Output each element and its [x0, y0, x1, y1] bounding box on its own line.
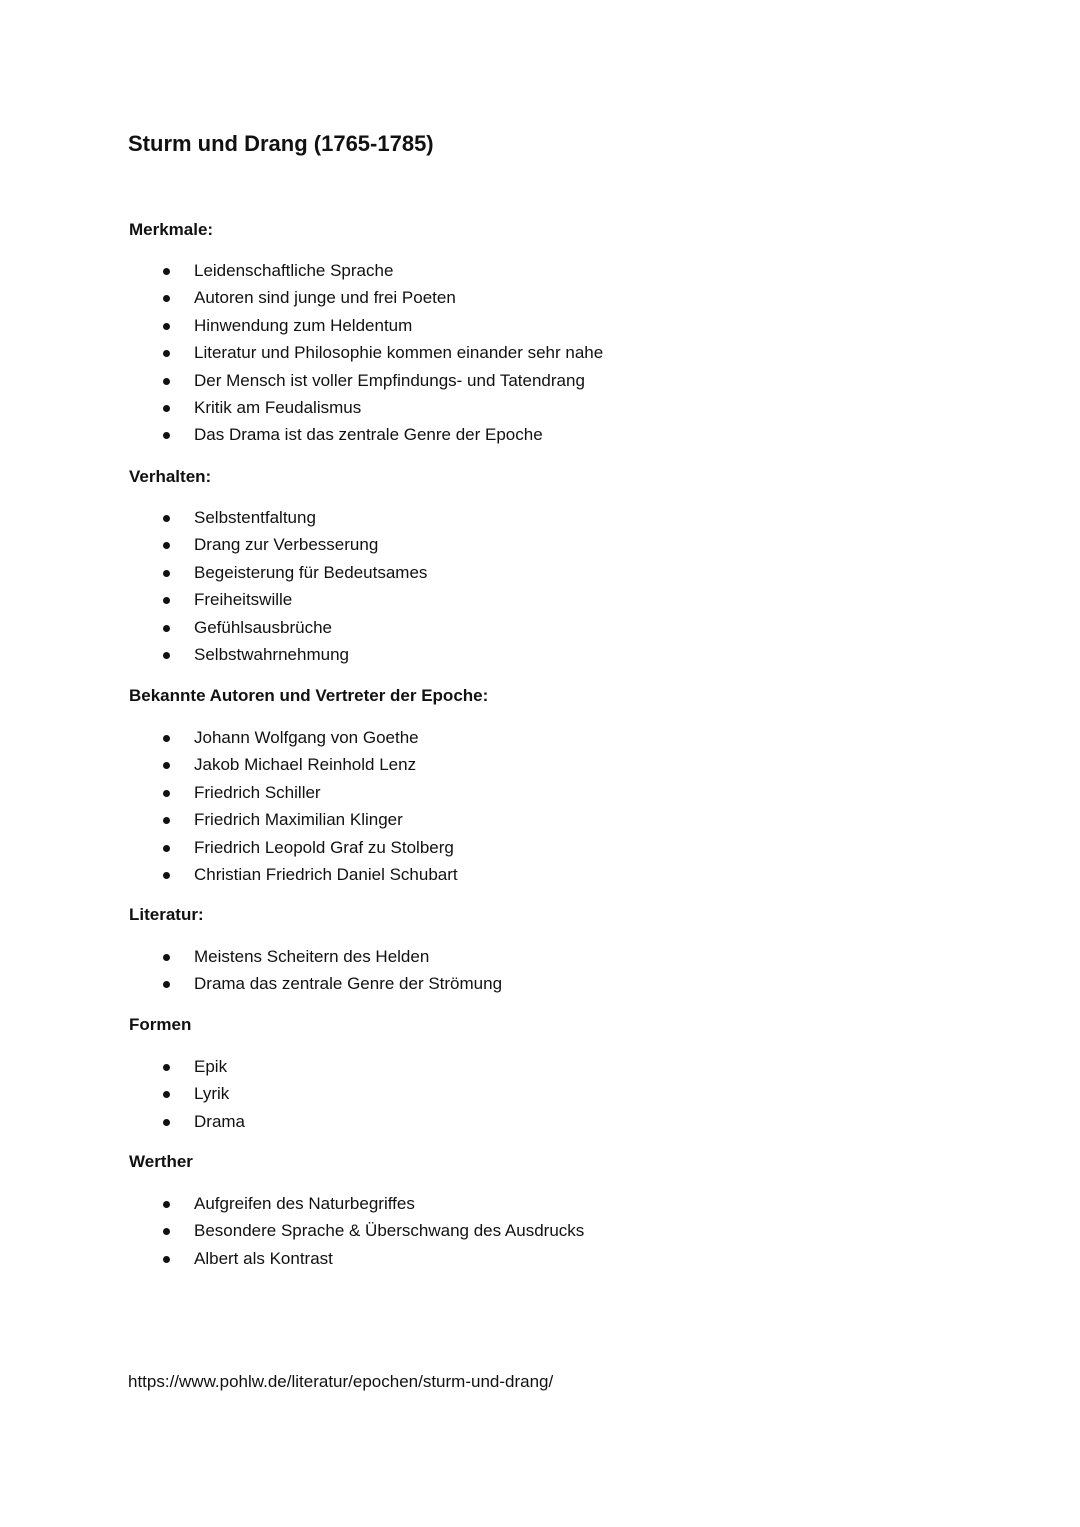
section-heading-werther: Werther [129, 1152, 193, 1171]
document-page: Sturm und Drang (1765-1785) Merkmale: Leidenschaftliche Sprache Autoren sind junge und frei Poeten Hinwendung zum Heldentum Literatur und Philosophie kommen einander sehr nahe Der Mensch ist voller Empfindungs- und Tatendrang Kritik am Feudalismus Das Drama ist das zentrale Genre der Epoche Verhalten: Selbstentfaltung Drang zur Verbesserung Begeisterung für Bedeutsames Freiheitswille Gefühlsausbrüche Selbstwahrnehmung Bekannte Autoren und Vertreter der Epoche: Johann Wolfgang von Goethe Jakob Michael Reinhold Lenz Friedrich Schiller Friedrich Maximilian Klinger Friedrich Leopold Graf zu Stolberg Christian Friedrich Daniel Schubart Literatur: Meistens Scheitern des Helden Drama das zentrale Genre der Strömung Formen Epik Lyrik Drama Werther Aufgreifen des Naturbegriffes Besondere Sprache & Überschwang des Ausdrucks Albert als Kontrast https://www.pohlw.de/literatur/epochen/sturm-und-drang/ [0, 0, 1080, 1527]
bullet-icon [163, 872, 170, 879]
bullet-icon [163, 1091, 170, 1098]
bullet-icon [163, 350, 170, 357]
bullet-icon [163, 845, 170, 852]
bullet-icon [163, 735, 170, 742]
section-heading-formen: Formen [129, 1015, 192, 1034]
bullet-icon [163, 378, 170, 385]
bullet-icon [163, 597, 170, 604]
bullet-icon [163, 1256, 170, 1263]
section-heading-literatur: Literatur: [129, 905, 204, 924]
bullet-icon [163, 625, 170, 632]
bullet-icon [163, 954, 170, 961]
page-title: Sturm und Drang (1765-1785) [128, 131, 434, 156]
section-heading-merkmale: Merkmale: [129, 220, 214, 239]
bullet-icon [163, 295, 170, 302]
bullet-icon [163, 981, 170, 988]
bullet-icon [163, 817, 170, 824]
bullet-icon [163, 542, 170, 549]
source-url: https://www.pohlw.de/literatur/epochen/sturm-und-drang/ [128, 1372, 554, 1391]
section-heading-autoren: Bekannte Autoren und Vertreter der Epoche: [129, 686, 489, 705]
bullet-icon [163, 405, 170, 412]
bullet-icon [163, 570, 170, 577]
bullet-icon [163, 1228, 170, 1235]
bullet-icon [163, 268, 170, 275]
bullet-icon [163, 1119, 170, 1126]
bullet-icon [163, 1064, 170, 1071]
bullet-icon [163, 1201, 170, 1208]
bullet-icon [163, 762, 170, 769]
section-heading-verhalten: Verhalten: [129, 467, 212, 486]
bullet-icon [163, 515, 170, 522]
bullet-icon [163, 652, 170, 659]
bullet-icon [163, 323, 170, 330]
bullet-icon [163, 432, 170, 439]
bullet-icon [163, 790, 170, 797]
